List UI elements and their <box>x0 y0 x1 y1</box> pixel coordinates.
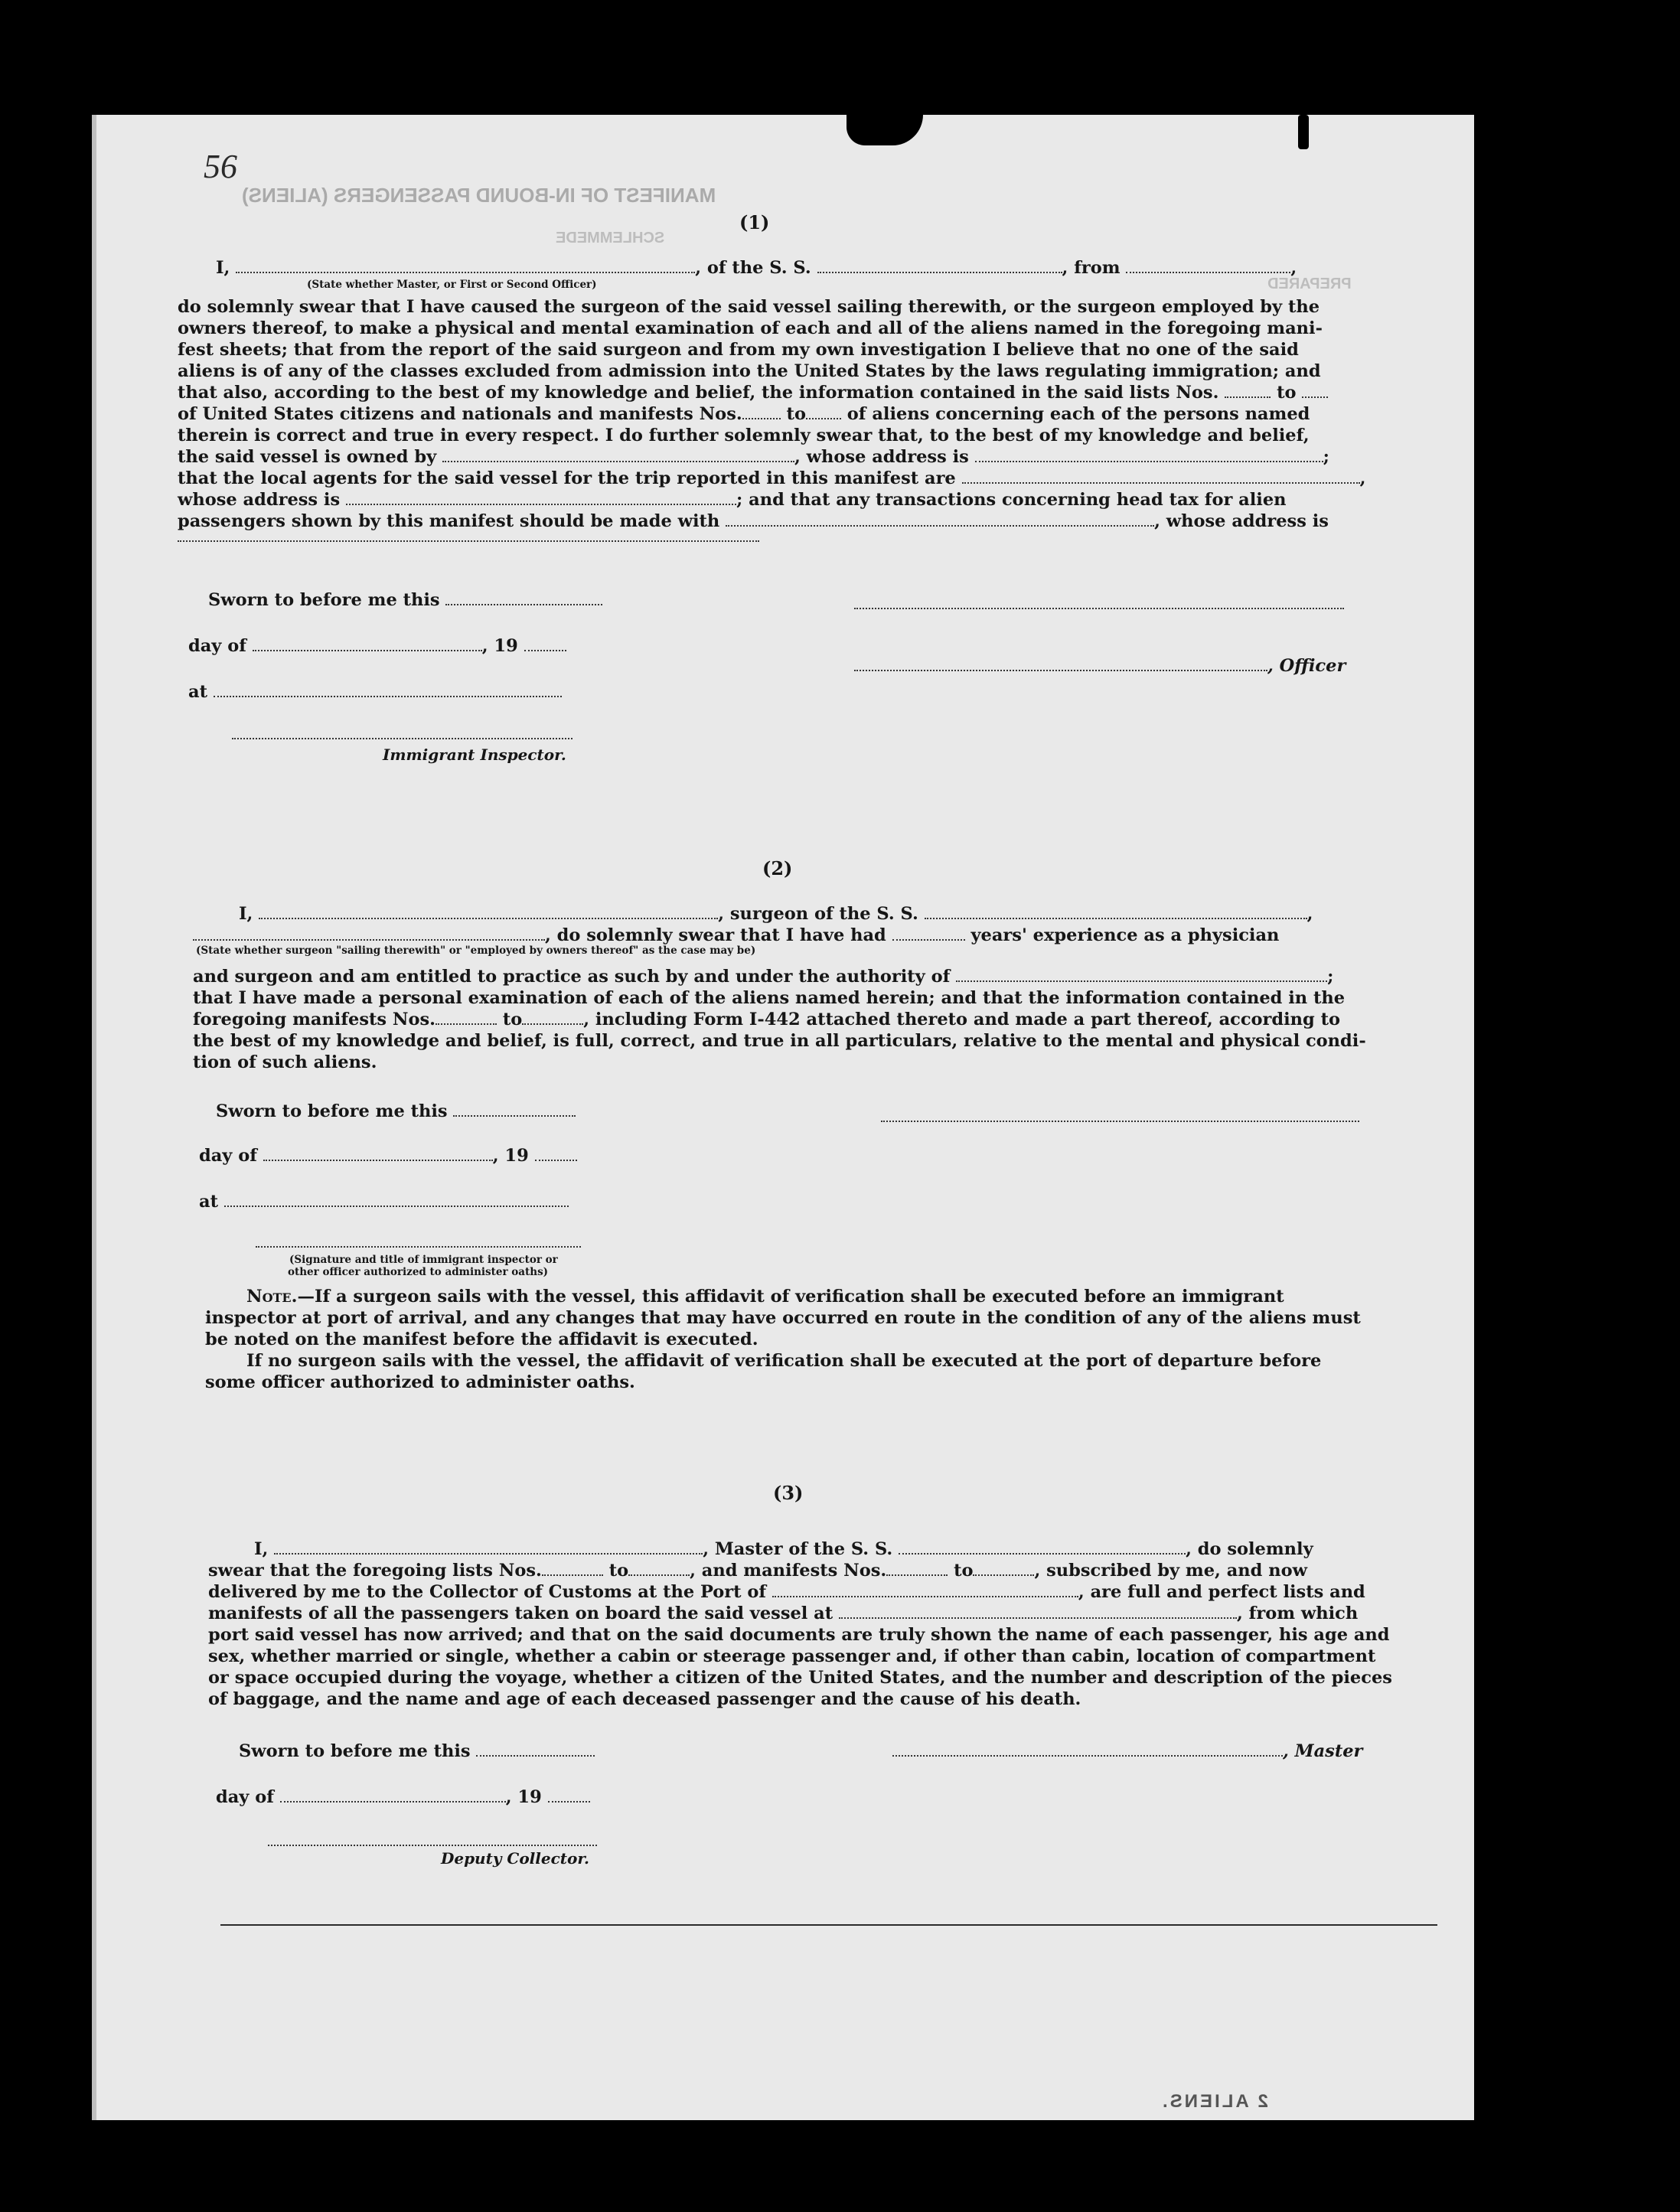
section-2-signature-hint-1: (Signature and title of immigrant inspector or <box>289 1254 558 1266</box>
section-1-line-6: that also, according to the best of my knowledge and belief, the information contained in the said lists Nos. to <box>178 382 1328 403</box>
section-1-line-11: whose address is ; and that any transactions concerning head tax for alien <box>178 490 1287 510</box>
section-1-sworn: Sworn to before me this <box>208 589 602 611</box>
inspector-signature-line <box>232 735 573 739</box>
note-line-1: Note.—If a surgeon sails with the vessel, this affidavit of verification shall be executed before an immigrant <box>246 1287 1284 1307</box>
section-1-line-9: the said vessel is owned by , whose address is ; <box>178 447 1329 467</box>
bleed-through-port: SCHLEMMEDE <box>556 230 665 246</box>
section-3-line-3: delivered by me to the Collector of Customs at the Port of , are full and perfect lists and <box>208 1582 1365 1602</box>
section-1-line-8: therein is correct and true in every respect. I do further solemnly swear that, to the best of my knowledge and belief, <box>178 426 1310 445</box>
officer-signature-line-1 <box>854 605 1344 609</box>
section-3-line-1: I, , Master of the S. S. , do solemnly <box>254 1539 1313 1559</box>
section-1-line-12: passengers shown by this manifest should be made with , whose address is <box>178 511 1329 531</box>
section-2-line-2: , do solemnly swear that I have had years' experience as a physician <box>193 925 1279 946</box>
ink-blot <box>1298 115 1309 149</box>
officer-rank-hint: (State whether Master, or First or Second Officer) <box>307 279 597 291</box>
note-line-3: be noted on the manifest before the affidavit is executed. <box>205 1329 758 1349</box>
section-2-number: (2) <box>762 857 793 879</box>
section-3-line-7: or space occupied during the voyage, whether a citizen of the United States, and the number and description of the pieces <box>208 1668 1392 1688</box>
section-1-line-10: that the local agents for the said vessel for the trip reported in this manifest are , <box>178 468 1366 488</box>
section-2-signature-hint-2: other officer authorized to administer oaths) <box>288 1266 549 1278</box>
footer-mirrored-text: 2 ALIENS. <box>1160 2091 1268 2112</box>
section-2-line-6: the best of my knowledge and belief, is full, correct, and true in all particulars, relative to the mental and physical condi- <box>193 1031 1366 1051</box>
deputy-collector-signature-line <box>268 1842 597 1846</box>
officer-line: , Officer <box>854 655 1346 677</box>
section-1-line-7: of United States citizens and nationals and manifests Nos. to of aliens concerning each of the persons named <box>178 404 1310 424</box>
section-2-line-7: tion of such aliens. <box>193 1052 377 1072</box>
note-line-4: If no surgeon sails with the vessel, the affidavit of verification shall be executed at the port of departure before <box>246 1351 1322 1371</box>
page-number-mark: 56 <box>204 148 237 185</box>
section-2-line-3: and surgeon and am entitled to practice as such by and under the authority of ; <box>193 967 1334 987</box>
section-3-number: (3) <box>773 1482 804 1504</box>
section-3-day: day of , 19 <box>216 1786 590 1808</box>
section-3-line-4: manifests of all the passengers taken on board the said vessel at , from which <box>208 1604 1359 1623</box>
address-continuation-line <box>178 537 759 542</box>
section-2-line-1: I, , surgeon of the S. S. , <box>239 904 1313 924</box>
immigrant-inspector-label: Immigrant Inspector. <box>383 745 566 764</box>
deputy-collector-label: Deputy Collector. <box>441 1849 590 1868</box>
manifest-page <box>92 115 1474 2120</box>
section-1-line-3: owners thereof, to make a physical and mental examination of each and all of the aliens named in the foregoing mani- <box>178 318 1323 338</box>
section-3-line-8: of baggage, and the name and age of each deceased passenger and the cause of his death. <box>208 1689 1081 1709</box>
section-2-line-5: foregoing manifests Nos. to , including Form I-442 attached thereto and made a part thereof, according to <box>193 1010 1341 1029</box>
section-3-sworn: Sworn to before me this <box>239 1741 595 1762</box>
bleed-through-title: MANIFEST OF IN-BOUND PASSENGERS (ALIENS) <box>242 184 716 207</box>
footer-rule <box>220 1924 1437 1926</box>
note-line-5: some officer authorized to administer oaths. <box>205 1372 635 1392</box>
master-line: , Master <box>892 1741 1362 1762</box>
section-1-line-1: I, , of the S. S. , from , <box>216 258 1297 278</box>
section-1-number: (1) <box>739 211 770 233</box>
section-2-day: day of , 19 <box>199 1145 577 1166</box>
section-1-line-4: fest sheets; that from the report of the said surgeon and from my own investigation I believe that no one of the said <box>178 340 1299 360</box>
section-1-line-5: aliens is of any of the classes excluded from admission into the United States by the laws regulating immigration; and <box>178 361 1321 381</box>
section-2-at: at <box>199 1191 569 1212</box>
note-line-2: inspector at port of arrival, and any changes that may have occurred en route in the condition of any of the aliens must <box>205 1308 1361 1328</box>
surgeon-signature-line <box>881 1117 1359 1122</box>
section-1-day: day of , 19 <box>188 635 566 657</box>
section-3-line-6: sex, whether married or single, whether a cabin or steerage passenger and, if other than cabin, location of compartment <box>208 1646 1376 1666</box>
ink-blot <box>847 115 923 145</box>
surgeon-type-hint: (State whether surgeon "sailing therewith" or "employed by owners thereof" as the case may be) <box>196 945 756 957</box>
bleed-through-prepared: PREPARED <box>1267 276 1352 292</box>
section-2-line-4: that I have made a personal examination of each of the aliens named herein; and that the information contained in the <box>193 988 1346 1008</box>
section-3-line-2: swear that the foregoing lists Nos. to , and manifests Nos. to , subscribed by me, and now <box>208 1561 1307 1581</box>
section-2-sworn: Sworn to before me this <box>216 1101 576 1122</box>
section-3-line-5: port said vessel has now arrived; and that on the said documents are truly shown the name of each passenger, his age and <box>208 1625 1390 1645</box>
section-2-inspector-signature-line <box>256 1243 581 1248</box>
section-1-line-2: do solemnly swear that I have caused the surgeon of the said vessel sailing therewith, or the surgeon employed by the <box>178 297 1320 317</box>
section-1-at: at <box>188 681 562 703</box>
